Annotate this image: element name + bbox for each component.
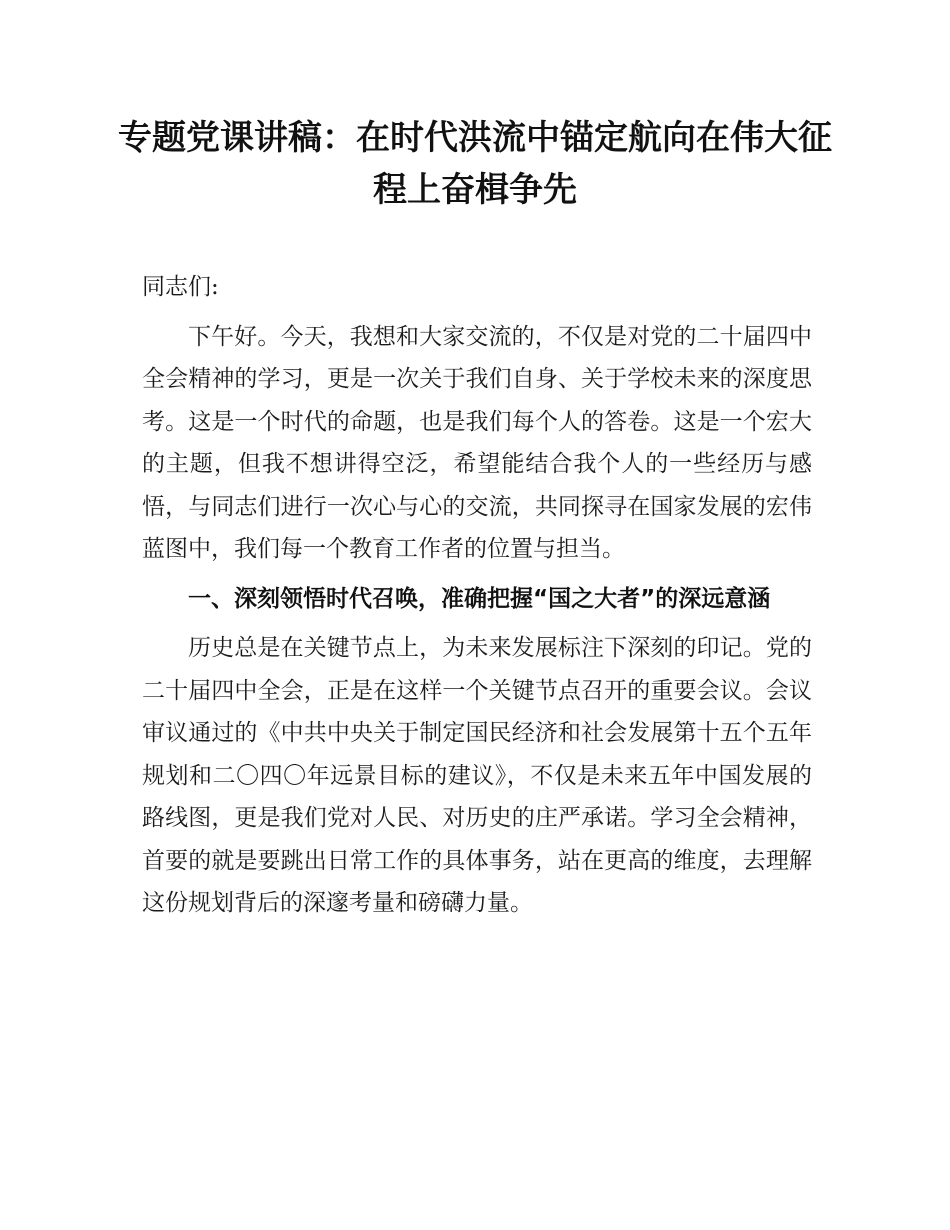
section-paragraph: 历史总是在关键节点上，为未来发展标注下深刻的印记。党的二十届四中全会，正是在这样一个关键节点召开的重要会议。会议审议通过的《中共中央关于制定国民经济和社会发展第十五个五年规划和二〇四〇年远景目标的建议》，不仅是未来五年中国发展的路线图，更是我们党对人民、对历史的庄严承诺。学习全会精神，首要的就是要跳出日常工作的具体事务，站在更高的维度，去理解这份规划背后的深邃考量和磅礴力量。	[142, 635, 812, 916]
section-heading: 一、深刻领悟时代召唤，准确把握“国之大者”的深远意涵	[188, 585, 771, 612]
document-title: 专题党课讲稿：在时代洪流中锚定航向在伟大征程上奋楫争先	[118, 118, 832, 210]
intro-paragraph: 下午好。今天，我想和大家交流的，不仅是对党的二十届四中全会精神的学习，更是一次关于我们自身、关于学校未来的深度思考。这是一个时代的命题，也是我们每个人的答卷。这是一个宏大的主题，但我不想讲得空泛，希望能结合我个人的一些经历与感悟，与同志们进行一次心与心的交流，共同探寻在国家发展的宏伟蓝图中，我们每一个教育工作者的位置与担当。	[142, 323, 812, 562]
greeting: 同志们:	[142, 274, 219, 300]
document-body	[142, 266, 812, 932]
